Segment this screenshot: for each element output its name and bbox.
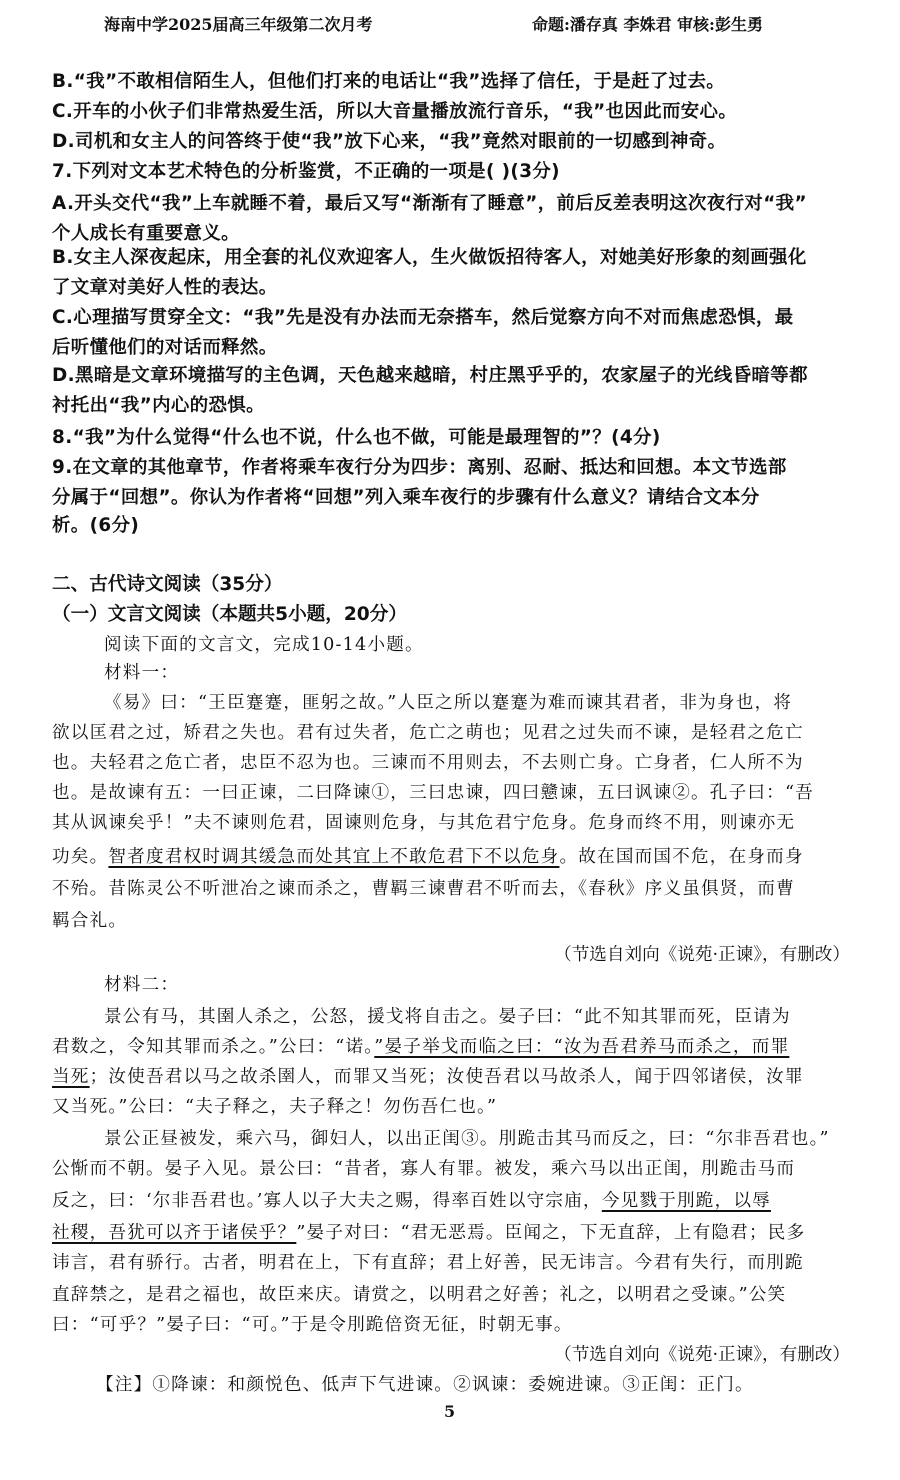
material2-line	[52, 1218, 852, 1248]
option-7d-line2: 衬托出“我”内心的恐惧。	[52, 395, 265, 416]
material1-line: 羁合礼。	[52, 911, 128, 931]
question-9-line1: 9.在文章的其他章节，作者将乘车夜行分为四步：离别、忍耐、抵达和回想。本文节选部	[52, 457, 787, 478]
option-7c-line1: C.心理描写贯穿全文：“我”先是没有办法而无奈搭车，然后觉察方向不对而焦虑恐惧，最	[52, 307, 794, 328]
source-citation-1: （节选自刘向《说苑·正谏》，有删改）	[554, 945, 850, 965]
text-span: 功矣。	[52, 847, 109, 867]
material1-line: 也。夫轻君之危亡者，忠臣不忍为也。三谏而不用则去，不去则亡身。亡身者，仁人所不为	[52, 753, 804, 773]
option-6c: C.开车的小伙子们非常热爱生活，所以大音量播放流行音乐，“我”也因此而安心。	[52, 101, 738, 122]
material1-line: 其从讽谏矣乎！”夫不谏则危君，固谏则危身，与其危君宁危身。危身而终不用，则谏亦无	[52, 813, 796, 833]
material2-label: 材料二：	[104, 975, 180, 995]
question-9-line3: 析。(6分)	[52, 515, 140, 536]
question-8: 8.“我”为什么觉得“什么也不说，什么也不做，可能是最理智的”？(4分)	[52, 427, 661, 448]
underlined-sentence: 智者度君权时调其缓急而处其宜上不敢危君下不以危身	[108, 847, 560, 867]
material2-line: 曰：“可乎？”晏子曰：“可。”于是令刖跪倍资无征，时朝无事。	[52, 1315, 573, 1335]
option-6b: B.“我”不敢相信陌生人，但他们打来的电话让“我”选择了信任，于是赶了过去。	[52, 71, 726, 92]
section-title: 二、古代诗文阅读（35分）	[52, 574, 283, 595]
option-7a-line2: 个人成长有重要意义。	[52, 223, 240, 244]
exam-title: 海南中学2025届高三年级第二次月考	[104, 15, 373, 34]
question-9-line2: 分属于“回想”。你认为作者将“回想”列入乘车夜行的步骤有什么意义？请结合文本分	[52, 487, 760, 508]
material1-line: 不殆。昔陈灵公不听泄冶之谏而杀之，曹羁三谏曹君不听而去，《春秋》序义虽俱贤，而曹	[52, 879, 795, 899]
underlined-sentence: 当死	[52, 1067, 90, 1087]
text-span: 反之，曰：‘尔非吾君也。’寡人以子大夫之赐，得率百姓以守宗庙，	[52, 1191, 602, 1211]
source-citation-2: （节选自刘向《说苑·正谏》，有删改）	[554, 1345, 850, 1365]
material2-line: 直辞禁之，是君之福也，故臣来庆。请赏之，以明君之好善；礼之，以明君之受谏。”公笑	[52, 1285, 787, 1305]
material2-line: 讳言，君有骄行。古者，明君在上，下有直辞；君上好善，民无讳言。今君有失行，而刖跪	[52, 1253, 804, 1273]
option-7b-line2: 了文章对美好人性的表达。	[52, 277, 278, 298]
material2-line	[52, 1032, 852, 1062]
option-7b-line1: B.女主人深夜起床，用全套的礼仪欢迎客人，生火做饭招待客人，对她美好形象的刻画强化	[52, 247, 807, 268]
page-number: 5	[444, 1402, 456, 1421]
page-header	[0, 6, 900, 36]
text-span: 君数之，令知其罪而杀之。”公曰：“诺。	[52, 1037, 375, 1057]
underlined-sentence: 今见戮于刖跪，以辱	[601, 1191, 771, 1211]
material1-line: 欲以匡君之过，矫君之失也。君有过失者，危亡之萌也；见君之过失而不谏，是轻君之危亡	[52, 723, 804, 743]
text-span: 。故在国而国不危，在身而身	[559, 847, 804, 867]
material1-line	[52, 842, 852, 872]
section-subtitle: （一）文言文阅读（本题共5小题，20分）	[52, 604, 407, 625]
exam-authors: 命题:潘存真 李姝君 审核:彭生勇	[532, 15, 763, 34]
underlined-sentence: ”晏子举戈而临之曰：“汝为吾君养马而杀之，而罪	[374, 1037, 790, 1057]
option-7d-line1: D.黑暗是文章环境描写的主色调，天色越来越暗，村庄黑乎乎的，农家屋子的光线昏暗等都	[52, 365, 808, 386]
text-span: ”晏子对曰：“君无恶焉。臣闻之，下无直辞，上有隐君；民多	[296, 1223, 806, 1243]
material2-line: 又当死。”公曰：“夫子释之，夫子释之！勿伤吾仁也。”	[52, 1097, 498, 1117]
footnote: 【注】①降谏：和颜悦色、低声下气进谏。②讽谏：委婉进谏。③正闺：正门。	[96, 1375, 754, 1395]
reading-instruction: 阅读下面的文言文，完成10-14小题。	[104, 635, 424, 655]
material1-line: 《易》曰：“王臣蹇蹇，匪躬之故。”人臣之所以蹇蹇为难而谏其君者，非为身也，将	[104, 693, 793, 713]
option-7a-line1: A.开头交代“我”上车就睡不着，最后又写“渐渐有了睡意”，前后反差表明这次夜行对“我”	[52, 193, 807, 214]
option-7c-line2: 后听懂他们的对话而释然。	[52, 337, 278, 358]
material2-line	[52, 1062, 852, 1092]
material1-label: 材料一：	[104, 663, 180, 683]
material2-line: 景公正昼被发，乘六马，御妇人，以出正闺③。刖跪击其马而反之，曰：“尔非吾君也。”	[104, 1129, 830, 1149]
text-span: ；汝使吾君以马之故杀圉人，而罪又当死；汝使吾君以马故杀人，闻于四邻诸侯，汝罪	[89, 1067, 804, 1087]
option-6d: D.司机和女主人的问答终于使“我”放下心来，“我”竟然对眼前的一切感到神奇。	[52, 131, 727, 152]
material1-line: 也。是故谏有五：一曰正谏，二曰降谏①，三曰忠谏，四曰戆谏，五曰讽谏②。孔子曰：“吾	[52, 783, 814, 803]
question-7: 7.下列对文本艺术特色的分析鉴赏，不正确的一项是( )(3分)	[52, 161, 560, 182]
underlined-sentence: 社稷，吾犹可以齐于诸侯乎？	[52, 1223, 297, 1243]
material2-line	[52, 1186, 852, 1216]
material2-line: 公惭而不朝。晏子入见。景公曰：“昔者，寡人有罪。被发，乘六马以出正闺，刖跪击马而	[52, 1159, 796, 1179]
material2-line: 景公有马，其圉人杀之，公怒，援戈将自击之。晏子曰：“此不知其罪而死，臣请为	[104, 1007, 791, 1027]
